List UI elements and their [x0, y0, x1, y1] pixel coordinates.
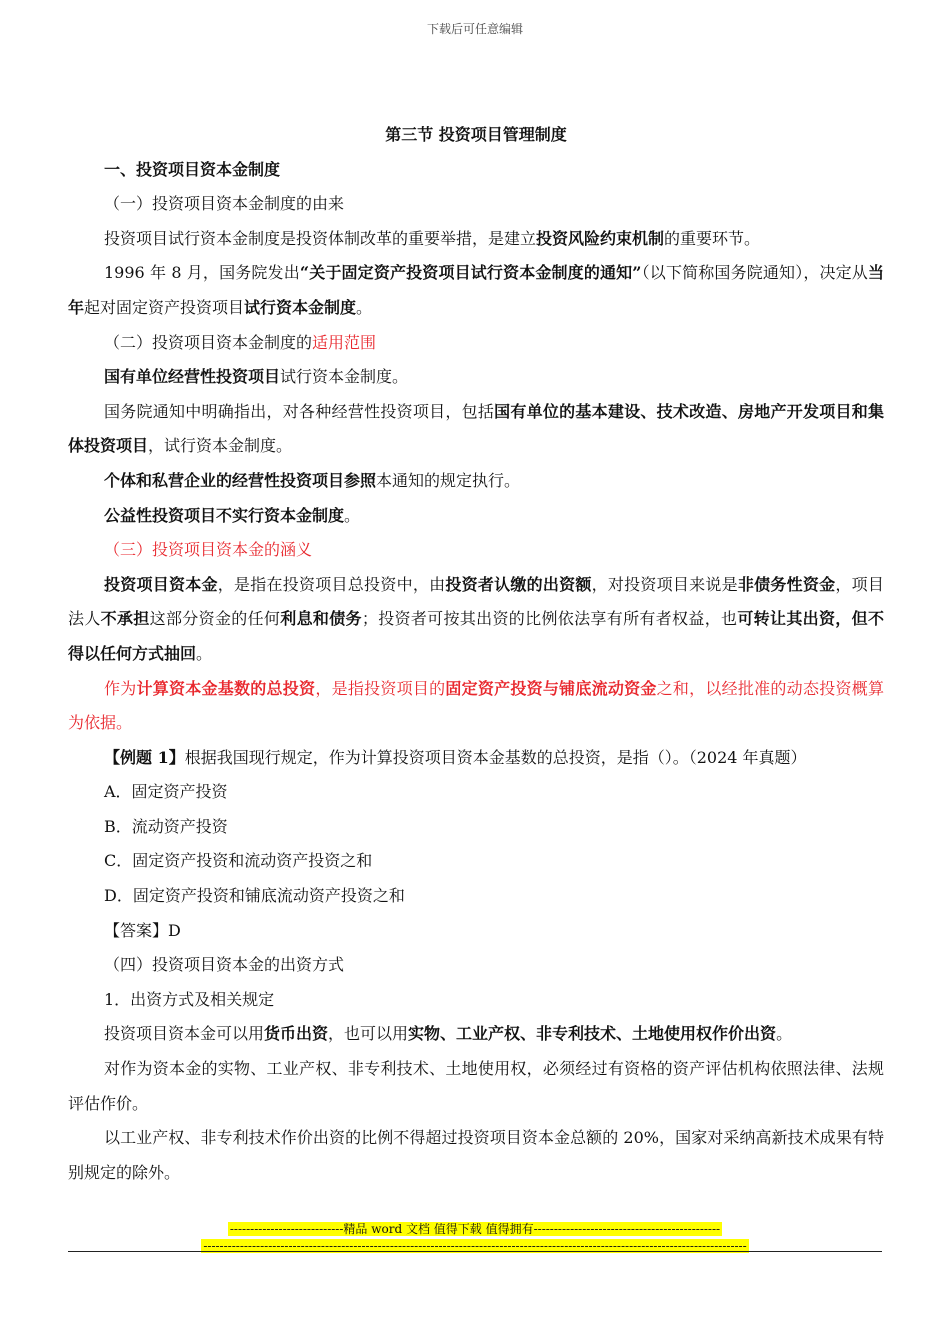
- option-b: B．流动资产投资: [104, 816, 228, 836]
- paragraph-definition: 投资项目资本金，是指在投资项目总投资中，由投资者认缴的出资额，对投资项目来说是非债务性资金，项目法人不承担这部分资金的任何利息和债务；投资者可按其出资的比例依法享有所有者权益，也可转让其出资，但不得以任何方式抽回。: [68, 574, 884, 663]
- option-d: D．固定资产投资和铺底流动资产投资之和: [104, 886, 405, 906]
- paragraph-contribution-forms: 投资项目资本金可以用货币出资，也可以用实物、工业产权、非专利技术、土地使用权作价出资。: [104, 1024, 793, 1044]
- option-c: C．固定资产投资和流动资产投资之和: [104, 851, 373, 871]
- paragraph-state-owned: 国有单位经营性投资项目试行资本金制度。: [104, 367, 409, 387]
- footer-line-2: --------------------------------------------------------------------------------------------------------------------------------------: [203, 1239, 747, 1253]
- paragraph-ratio-limit: 以工业产权、非专利技术作价出资的比例不得超过投资项目资本金总额的 20%，国家对采纳高新技术成果有特别规定的除外。: [68, 1128, 884, 1182]
- subheading-origin: （一）投资项目资本金制度的由来: [104, 194, 345, 214]
- subheading-contribution: （四）投资项目资本金的出资方式: [104, 955, 345, 975]
- paragraph-public-welfare: 公益性投资项目不实行资本金制度。: [104, 505, 361, 525]
- subheading-scope: （二）投资项目资本金制度的适用范围: [104, 332, 377, 352]
- paragraph-notice-scope: 国务院通知中明确指出，对各种经营性投资项目，包括国有单位的基本建设、技术改造、房地产开发项目和集体投资项目，试行资本金制度。: [68, 401, 884, 456]
- option-a: A．固定资产投资: [104, 782, 228, 802]
- document-body: [68, 118, 884, 1190]
- paragraph-appraisal: 对作为资本金的实物、工业产权、非专利技术、土地使用权，必须经过有资格的资产评估机构依照法律、法规评估作价。: [68, 1059, 884, 1113]
- subheading-meaning: （三）投资项目资本金的涵义: [104, 540, 313, 560]
- paragraph-private: 个体和私营企业的经营性投资项目参照本通知的规定执行。: [104, 470, 521, 490]
- section-title: 第三节 投资项目管理制度: [385, 125, 567, 144]
- page-header: 下载后可任意编辑: [426, 22, 523, 36]
- heading-capital-system: 一、投资项目资本金制度: [104, 159, 281, 179]
- footer-line-1: ----------------------------精品 word 文档 值得下载 值得拥有----------------------------------------------: [229, 1222, 721, 1236]
- item-contribution-rules: 1．出资方式及相关规定: [104, 989, 275, 1009]
- paragraph-1996-notice: 1996 年 8 月，国务院发出“关于固定资产投资项目试行资本金制度的通知”（以下简称国务院通知），决定从当年起对固定资产投资项目试行资本金制度。: [68, 263, 884, 317]
- answer: 【答案】D: [104, 920, 181, 940]
- paragraph-origin: 投资项目试行资本金制度是投资体制改革的重要举措，是建立投资风险约束机制的重要环节。: [104, 228, 761, 248]
- footer-divider: [68, 1251, 882, 1252]
- example-question: 【例题 1】根据我国现行规定，作为计算投资项目资本金基数的总投资，是指（）。（2024 年真题）: [104, 747, 807, 767]
- paragraph-total-investment: 作为计算资本金基数的总投资，是指投资项目的固定资产投资与铺底流动资金之和，以经批准的动态投资概算为依据。: [68, 678, 884, 733]
